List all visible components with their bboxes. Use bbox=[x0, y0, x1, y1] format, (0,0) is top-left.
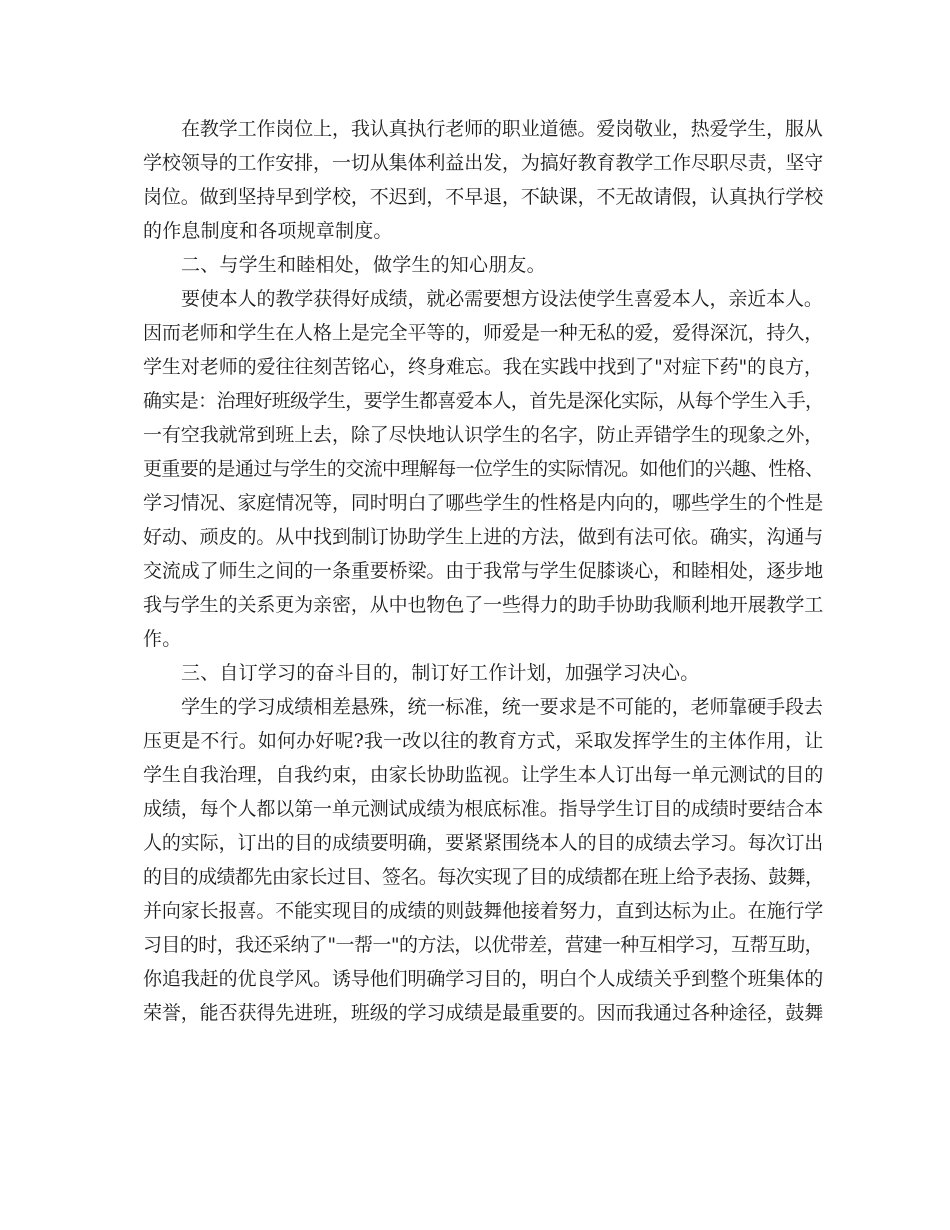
document-page bbox=[143, 112, 823, 1030]
text-line: 学生的学习成绩相差悬殊，统一标准，统一要求是不可能的，老师靠硬手段去 bbox=[181, 696, 823, 718]
text-line: 确实是：治理好班级学生，要学生都喜爱本人，首先是深化实际，从每个学生入手， bbox=[143, 390, 824, 412]
text-line: 作。 bbox=[143, 628, 182, 650]
text-line: 二、与学生和睦相处，做学生的知心朋友。 bbox=[181, 254, 546, 276]
text-line: 你追我赶的优良学风。诱导他们明确学习目的，明白个人成绩关乎到整个班集体的 bbox=[143, 968, 824, 990]
text-line: 三、自订学习的奋斗目的，制订好工作计划，加强学习决心。 bbox=[181, 662, 700, 684]
text-line: 的目的成绩都先由家长过目、签名。每次实现了目的成绩都在班上给予表扬、鼓舞， bbox=[143, 866, 824, 888]
text-line: 荣誉，能否获得先进班，班级的学习成绩是最重要的。因而我通过各种途径，鼓舞 bbox=[143, 1002, 824, 1024]
text-line: 学生对老师的爱往往刻苦铭心，终身难忘。我在实践中找到了"对症下药"的良方， bbox=[143, 356, 823, 378]
text-line: 因而老师和学生在人格上是完全平等的，师爱是一种无私的爱，爱得深沉，持久， bbox=[143, 322, 824, 344]
text-line: 更重要的是通过与学生的交流中理解每一位学生的实际情况。如他们的兴趣、性格、 bbox=[143, 458, 824, 480]
text-line: 交流成了师生之间的一条重要桥梁。由于我常与学生促膝谈心，和睦相处，逐步地 bbox=[143, 560, 824, 582]
text-line: 人的实际，订出的目的成绩要明确，要紧紧围绕本人的目的成绩去学习。每次订出 bbox=[143, 832, 824, 854]
text-line: 压更是不行。如何办好呢?我一改以往的教育方式，采取发挥学生的主体作用，让 bbox=[143, 730, 824, 752]
text-line: 一有空我就常到班上去，除了尽快地认识学生的名字，防止弄错学生的现象之外， bbox=[143, 424, 824, 446]
text-line: 学习情况、家庭情况等，同时明白了哪些学生的性格是内向的，哪些学生的个性是 bbox=[143, 492, 824, 514]
text-line: 在教学工作岗位上，我认真执行老师的职业道德。爱岗敬业，热爱学生，服从 bbox=[181, 118, 823, 140]
text-line: 并向家长报喜。不能实现目的成绩的则鼓舞他接着努力，直到达标为止。在施行学 bbox=[143, 900, 824, 922]
text-line: 学校领导的工作安排，一切从集体利益出发，为搞好教育教学工作尽职尽责，坚守 bbox=[143, 152, 824, 174]
text-line: 的作息制度和各项规章制度。 bbox=[143, 220, 393, 242]
text-line: 要使本人的教学获得好成绩，就必需要想方设法使学生喜爱本人，亲近本人。 bbox=[181, 288, 823, 310]
text-line: 习目的时，我还采纳了"一帮一"的方法，以优带差，营建一种互相学习，互帮互助， bbox=[143, 934, 824, 956]
text-line: 岗位。做到坚持早到学校，不迟到，不早退，不缺课，不无故请假，认真执行学校 bbox=[143, 186, 824, 208]
text-line: 好动、顽皮的。从中找到制订协助学生上进的方法，做到有法可依。确实，沟通与 bbox=[143, 526, 824, 548]
text-line: 学生自我治理，自我约束，由家长协助监视。让学生本人订出每一单元测试的目的 bbox=[143, 764, 824, 786]
text-line: 成绩，每个人都以第一单元测试成绩为根底标准。指导学生订目的成绩时要结合本 bbox=[143, 798, 824, 820]
text-line: 我与学生的关系更为亲密，从中也物色了一些得力的助手协助我顺利地开展教学工 bbox=[143, 594, 824, 616]
